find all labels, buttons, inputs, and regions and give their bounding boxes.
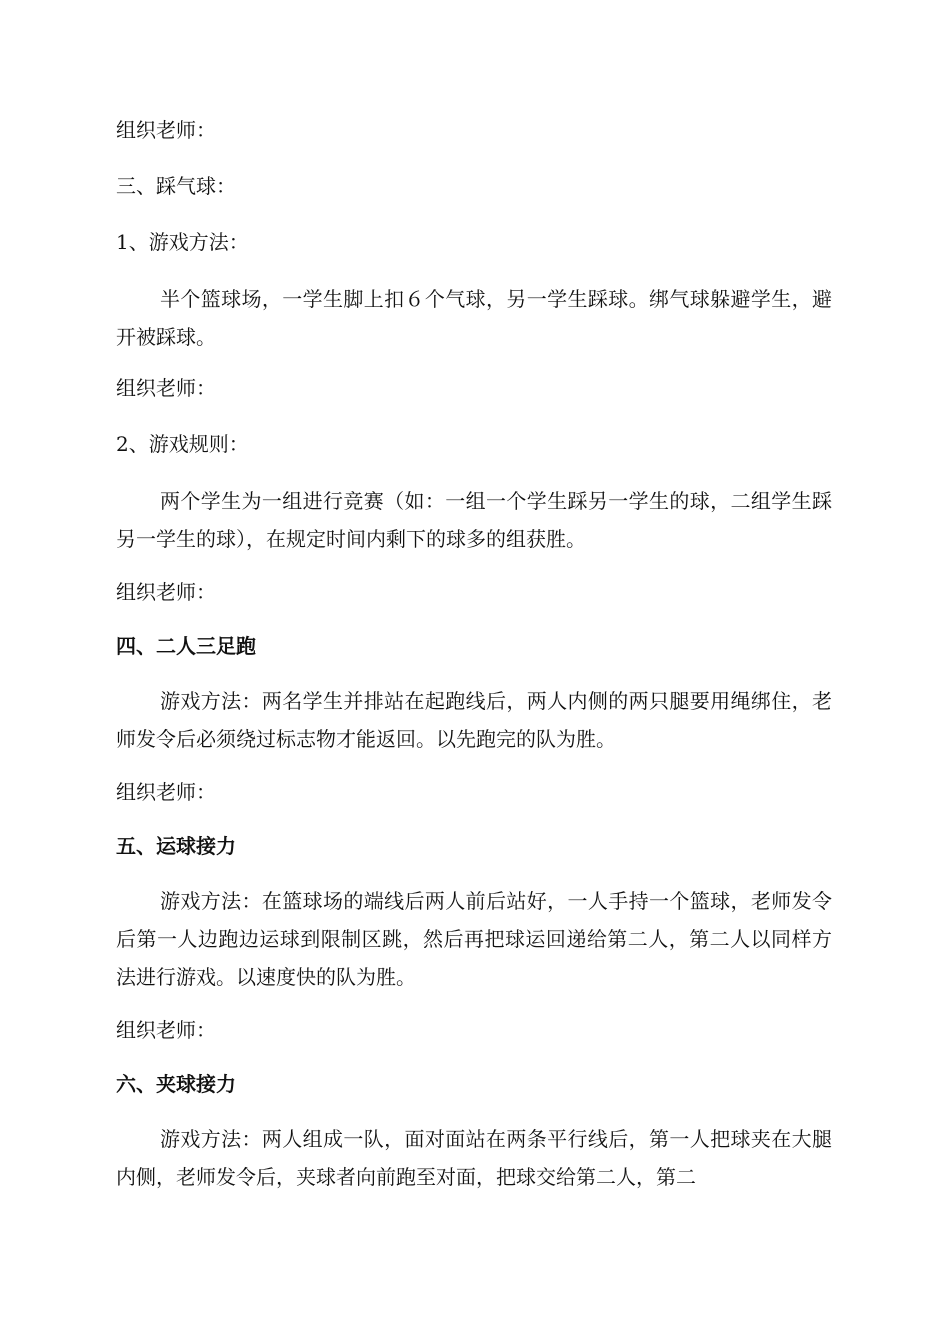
section-heading: 六、夹球接力 <box>116 1072 236 1096</box>
paragraph: 半个篮球场，一学生脚上扣６个气球，另一学生踩球。绑气球躲避学生，避开被踩球。 <box>116 287 832 349</box>
subsection-heading: 1、游戏方法： <box>116 230 249 254</box>
paragraph: 游戏方法：两名学生并排站在起跑线后，两人内侧的两只腿要用绳绑住，老师发令后必须绕过标志物才能返回。以先跑完的队为胜。 <box>116 689 832 751</box>
paragraph: 游戏方法：在篮球场的端线后两人前后站好，一人手持一个篮球，老师发令后第一人边跑边运球到限制区跳，然后再把球运回递给第二人，第二人以同样方法进行游戏。以速度快的队为胜。 <box>116 889 832 989</box>
organizer-line: 组织老师： <box>116 1018 216 1042</box>
section-heading: 四、二人三足跑 <box>116 634 256 658</box>
paragraph: 游戏方法：两人组成一队，面对面站在两条平行线后，第一人把球夹在大腿内侧，老师发令后，夹球者向前跑至对面，把球交给第二人，第二 <box>116 1127 832 1189</box>
organizer-line: 组织老师： <box>116 780 216 804</box>
section-heading: 五、运球接力 <box>116 834 236 858</box>
organizer-line: 组织老师： <box>116 580 216 604</box>
section-heading: 三、踩气球： <box>116 174 236 198</box>
subsection-heading: 2、游戏规则： <box>116 432 249 456</box>
organizer-line: 组织老师： <box>116 376 216 400</box>
organizer-line: 组织老师： <box>116 118 216 142</box>
paragraph: 两个学生为一组进行竞赛（如：一组一个学生踩另一学生的球，二组学生踩另一学生的球），在规定时间内剩下的球多的组获胜。 <box>116 489 832 551</box>
